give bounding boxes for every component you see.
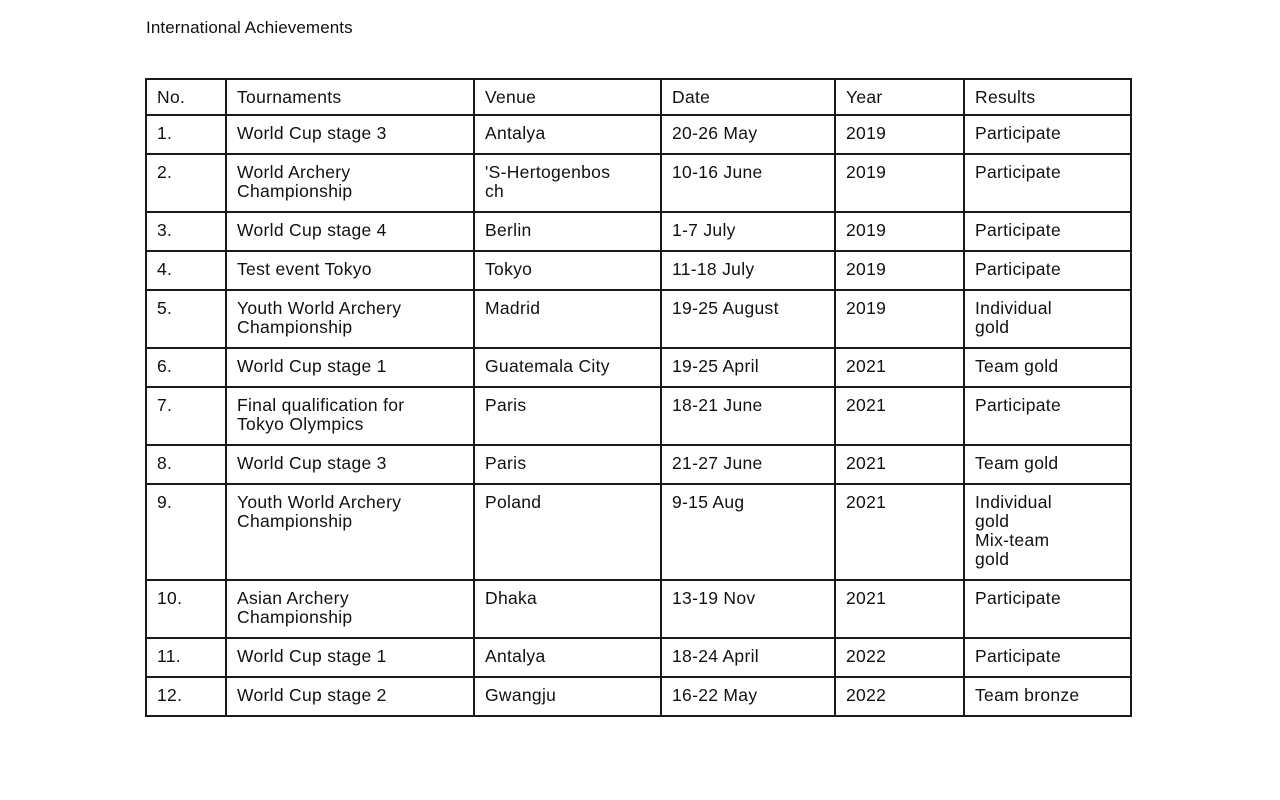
header-no: No. — [146, 79, 226, 115]
table-row — [146, 484, 1131, 580]
cell-tournament: World Cup stage 3 — [226, 445, 474, 484]
cell-tournament: Youth World Archery Championship — [226, 484, 474, 580]
cell-venue: Madrid — [474, 290, 661, 348]
cell-no: 11. — [146, 638, 226, 677]
cell-year: 2019 — [835, 115, 964, 154]
cell-date: 19-25 April — [661, 348, 835, 387]
table-row — [146, 677, 1131, 716]
cell-date: 20-26 May — [661, 115, 835, 154]
cell-venue: Tokyo — [474, 251, 661, 290]
cell-tournament: World Cup stage 1 — [226, 348, 474, 387]
cell-result: Participate — [964, 580, 1131, 638]
cell-year: 2022 — [835, 638, 964, 677]
header-results: Results — [964, 79, 1131, 115]
cell-result: Participate — [964, 251, 1131, 290]
cell-no: 9. — [146, 484, 226, 580]
cell-date: 18-21 June — [661, 387, 835, 445]
cell-venue: Paris — [474, 387, 661, 445]
cell-result: Team bronze — [964, 677, 1131, 716]
cell-venue: Paris — [474, 445, 661, 484]
cell-tournament: World Archery Championship — [226, 154, 474, 212]
table-row — [146, 154, 1131, 212]
cell-result: Participate — [964, 638, 1131, 677]
cell-no: 5. — [146, 290, 226, 348]
cell-venue: Guatemala City — [474, 348, 661, 387]
table-row — [146, 251, 1131, 290]
cell-venue: 'S-Hertogenbos ch — [474, 154, 661, 212]
cell-date: 21-27 June — [661, 445, 835, 484]
cell-tournament: World Cup stage 3 — [226, 115, 474, 154]
cell-no: 6. — [146, 348, 226, 387]
cell-year: 2022 — [835, 677, 964, 716]
document-title: International Achievements — [146, 18, 353, 37]
table-header-row — [146, 79, 1131, 115]
table-row — [146, 387, 1131, 445]
cell-tournament: Asian Archery Championship — [226, 580, 474, 638]
cell-venue: Dhaka — [474, 580, 661, 638]
cell-venue: Poland — [474, 484, 661, 580]
cell-date: 10-16 June — [661, 154, 835, 212]
cell-no: 12. — [146, 677, 226, 716]
cell-date: 16-22 May — [661, 677, 835, 716]
table-row — [146, 580, 1131, 638]
cell-result: Individual gold Mix-team gold — [964, 484, 1131, 580]
cell-result: Participate — [964, 154, 1131, 212]
cell-year: 2021 — [835, 580, 964, 638]
cell-date: 19-25 August — [661, 290, 835, 348]
cell-venue: Antalya — [474, 638, 661, 677]
cell-tournament: Test event Tokyo — [226, 251, 474, 290]
cell-date: 9-15 Aug — [661, 484, 835, 580]
table-row — [146, 212, 1131, 251]
table-row — [146, 115, 1131, 154]
cell-year: 2021 — [835, 348, 964, 387]
cell-year: 2021 — [835, 445, 964, 484]
header-venue: Venue — [474, 79, 661, 115]
table-row — [146, 445, 1131, 484]
cell-tournament: World Cup stage 2 — [226, 677, 474, 716]
cell-date: 18-24 April — [661, 638, 835, 677]
cell-no: 8. — [146, 445, 226, 484]
cell-date: 11-18 July — [661, 251, 835, 290]
cell-tournament: Final qualification for Tokyo Olympics — [226, 387, 474, 445]
cell-result: Participate — [964, 212, 1131, 251]
cell-year: 2021 — [835, 387, 964, 445]
cell-date: 13-19 Nov — [661, 580, 835, 638]
table-row — [146, 290, 1131, 348]
cell-no: 4. — [146, 251, 226, 290]
cell-tournament: Youth World Archery Championship — [226, 290, 474, 348]
header-date: Date — [661, 79, 835, 115]
cell-no: 3. — [146, 212, 226, 251]
cell-venue: Berlin — [474, 212, 661, 251]
cell-venue: Antalya — [474, 115, 661, 154]
cell-result: Team gold — [964, 348, 1131, 387]
cell-year: 2019 — [835, 290, 964, 348]
cell-year: 2019 — [835, 251, 964, 290]
cell-year: 2019 — [835, 154, 964, 212]
achievements-table — [145, 78, 1132, 717]
table-row — [146, 348, 1131, 387]
cell-date: 1-7 July — [661, 212, 835, 251]
cell-year: 2019 — [835, 212, 964, 251]
cell-tournament: World Cup stage 4 — [226, 212, 474, 251]
table-row — [146, 638, 1131, 677]
header-year: Year — [835, 79, 964, 115]
cell-year: 2021 — [835, 484, 964, 580]
cell-no: 2. — [146, 154, 226, 212]
cell-result: Participate — [964, 387, 1131, 445]
table-body — [146, 115, 1131, 716]
cell-no: 10. — [146, 580, 226, 638]
cell-result: Team gold — [964, 445, 1131, 484]
cell-tournament: World Cup stage 1 — [226, 638, 474, 677]
cell-no: 7. — [146, 387, 226, 445]
cell-result: Participate — [964, 115, 1131, 154]
cell-venue: Gwangju — [474, 677, 661, 716]
cell-no: 1. — [146, 115, 226, 154]
cell-result: Individual gold — [964, 290, 1131, 348]
header-tournaments: Tournaments — [226, 79, 474, 115]
